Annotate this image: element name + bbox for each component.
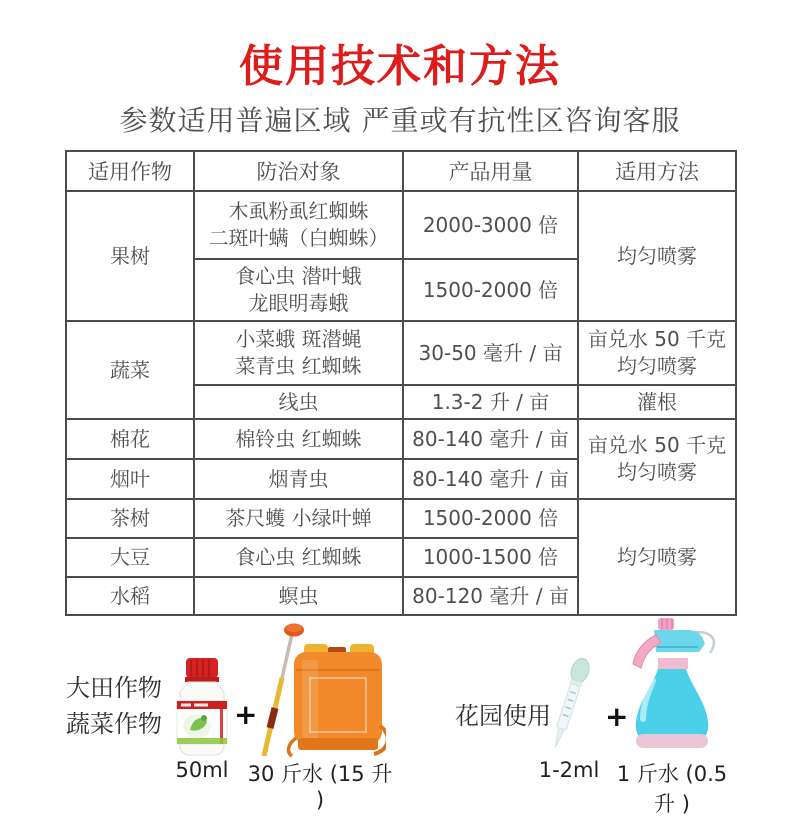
- cell-pest-cotton: 棉铃虫 红蜘蛛: [194, 419, 403, 459]
- cell-pest-fruit-2: [194, 259, 403, 321]
- column-header-crop: 适用作物: [66, 151, 194, 191]
- garden-use-caption: 花园使用: [455, 702, 551, 730]
- cell-method-vegetable-2: 灌根: [578, 385, 736, 419]
- sprayer-volume-label: 30 斤水 (15 升 ): [247, 762, 393, 812]
- cell-pest-tobacco: 烟青虫: [194, 459, 403, 499]
- cell-dose-tobacco: 80-140 毫升 / 亩: [403, 459, 578, 499]
- column-header-pest: 防治对象: [194, 151, 403, 191]
- column-header-method: 适用方法: [578, 151, 736, 191]
- table-row: [66, 321, 736, 385]
- cell-dose-rice: 80-120 毫升 / 亩: [403, 577, 578, 615]
- page-subtitle: 参数适用普遍区域 严重或有抗性区咨询客服: [119, 104, 681, 137]
- dropper-image: [538, 655, 600, 755]
- pest-line: 小菜蛾 斑潜蝇: [235, 327, 362, 351]
- cell-method-fruit: 均匀喷雾: [578, 191, 736, 321]
- table-row: [66, 419, 736, 459]
- cell-dose-vegetable-2: 1.3-2 升 / 亩: [403, 385, 578, 419]
- cell-pest-tea: 茶尺蠖 小绿叶蝉: [194, 499, 403, 538]
- usage-table: [65, 150, 737, 616]
- pest-line: 菜青虫 红蜘蛛: [235, 354, 362, 378]
- cell-crop-tobacco: 烟叶: [66, 459, 194, 499]
- field-use-caption: [66, 670, 162, 742]
- pest-line: 木虱粉虱红蜘蛛: [228, 199, 369, 223]
- cell-crop-soybean: 大豆: [66, 538, 194, 577]
- plus-icon: +: [605, 700, 629, 733]
- method-line: 亩兑水 50 千克: [587, 433, 727, 457]
- pesticide-bottle-image: [170, 656, 234, 758]
- cell-crop-rice: 水稻: [66, 577, 194, 615]
- cell-dose-tea: 1500-2000 倍: [403, 499, 578, 538]
- cell-pest-rice: 螟虫: [194, 577, 403, 615]
- plus-icon: +: [234, 698, 258, 731]
- page-title: 使用技术和方法: [239, 41, 561, 92]
- spray-bottle-volume-label: 1 斤水 (0.5 升 ): [616, 762, 728, 816]
- cell-method-cotton-tobacco: [578, 419, 736, 499]
- field-use-caption-line2: 蔬菜作物: [66, 710, 162, 738]
- method-line: 亩兑水 50 千克: [587, 327, 727, 351]
- table-row: [66, 499, 736, 538]
- column-header-dose: 产品用量: [403, 151, 578, 191]
- spray-bottle-image: [620, 617, 724, 757]
- table-header-row: [66, 151, 736, 191]
- cell-method-vegetable-1: [578, 321, 736, 385]
- cell-crop-tea: 茶树: [66, 499, 194, 538]
- cell-dose-fruit-1: 2000-3000 倍: [403, 191, 578, 259]
- field-use-caption-line1: 大田作物: [66, 674, 162, 702]
- method-line: 均匀喷雾: [617, 354, 697, 378]
- cell-dose-cotton: 80-140 毫升 / 亩: [403, 419, 578, 459]
- dropper-volume-label: 1-2ml: [538, 758, 600, 782]
- cell-crop-fruit: 果树: [66, 191, 194, 321]
- pest-line: 龙眼明毒蛾: [248, 291, 349, 315]
- cell-pest-soybean: 食心虫 红蜘蛛: [194, 538, 403, 577]
- cell-dose-vegetable-1: 30-50 毫升 / 亩: [403, 321, 578, 385]
- cell-pest-vegetable-2: 线虫: [194, 385, 403, 419]
- method-line: 均匀喷雾: [617, 460, 697, 484]
- table-row: [66, 191, 736, 259]
- bottle-volume-label: 50ml: [175, 758, 229, 782]
- cell-dose-fruit-2: 1500-2000 倍: [403, 259, 578, 321]
- cell-crop-cotton: 棉花: [66, 419, 194, 459]
- pest-line: 二斑叶螨（白蜘蛛）: [208, 226, 389, 250]
- knapsack-sprayer-image: [252, 620, 386, 758]
- cell-method-tea-soybean-rice: 均匀喷雾: [578, 499, 736, 615]
- pest-line: 食心虫 潜叶蛾: [235, 264, 362, 288]
- cell-pest-fruit-1: [194, 191, 403, 259]
- cell-dose-soybean: 1000-1500 倍: [403, 538, 578, 577]
- cell-crop-vegetable: 蔬菜: [66, 321, 194, 419]
- cell-pest-vegetable-1: [194, 321, 403, 385]
